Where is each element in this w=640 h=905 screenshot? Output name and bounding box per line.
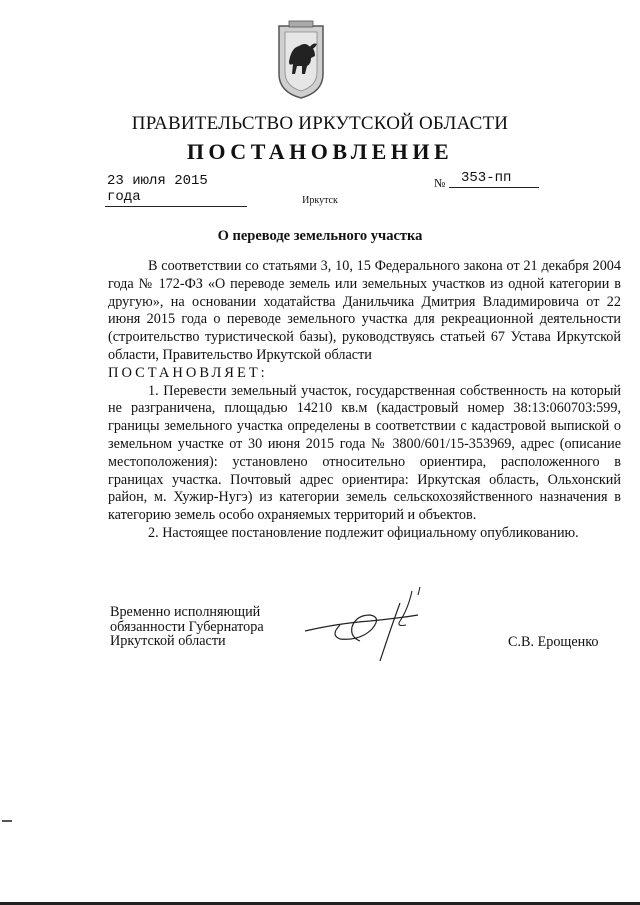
document-number: 353-пп [449, 170, 539, 188]
coat-of-arms-icon [275, 18, 327, 100]
document-body [108, 258, 621, 543]
organization-title: ПРАВИТЕЛЬСТВО ИРКУТСКОЙ ОБЛАСТИ [131, 113, 509, 134]
preamble-paragraph: В соответствии со статьями 3, 10, 15 Федерального закона от 21 декабря 2004 года № 172-ФЗ «О переводе земель или земельных участков из одной категории в другую», на основании ходатайства Данильчика Дмитрия Владимировича от 22 июня 2015 года о переводе земельного участка для рекреационной деятельности (строительство туристической базы), руководствуясь статьей 67 Устава Иркутской области, Правительство Иркутской области [108, 258, 621, 363]
signatory-name: С.В. Ерощенко [508, 634, 599, 650]
position-line: Иркутской области [110, 633, 226, 650]
decree-item-1: 1. Перевести земельный участок, государственная собственность на который не разграничена, площадью 14210 кв.м (кадастровый номер 38:13:060703:599, границы земельного участка определены в соответствии с кадастровой выпиской о земельном участке от 30 июня 2015 года № 3800/601/15-353969, адрес (описание местоположения): установлено относительно ориентира, расположенного в границах участка. Почтовый адрес ориентира: Иркутская область, Ольхонский район, м. Хужир-Нугэ) из категории земель сельскохозяйственного назначения в категорию земель особо охраняемых территорий и объектов. [108, 382, 621, 524]
document-type: ПОСТАНОВЛЕНИЕ [186, 139, 454, 164]
city-name: Иркутск [302, 195, 338, 206]
handwritten-signature [300, 585, 450, 665]
decree-item-2: 2. Настоящее постановление подлежит официальному опубликованию. [148, 524, 579, 541]
position-line: обязанности Губернатора [110, 618, 264, 635]
document-date: 23 июля 2015 года [105, 173, 247, 207]
number-label: № [434, 176, 446, 190]
document-subject: О переводе земельного участка [217, 228, 423, 244]
scan-mark [2, 820, 12, 822]
signatory-position [110, 605, 264, 649]
decree-word: ПОСТАНОВЛЯЕТ: [108, 364, 268, 381]
position-line: Временно исполняющий [110, 604, 261, 620]
